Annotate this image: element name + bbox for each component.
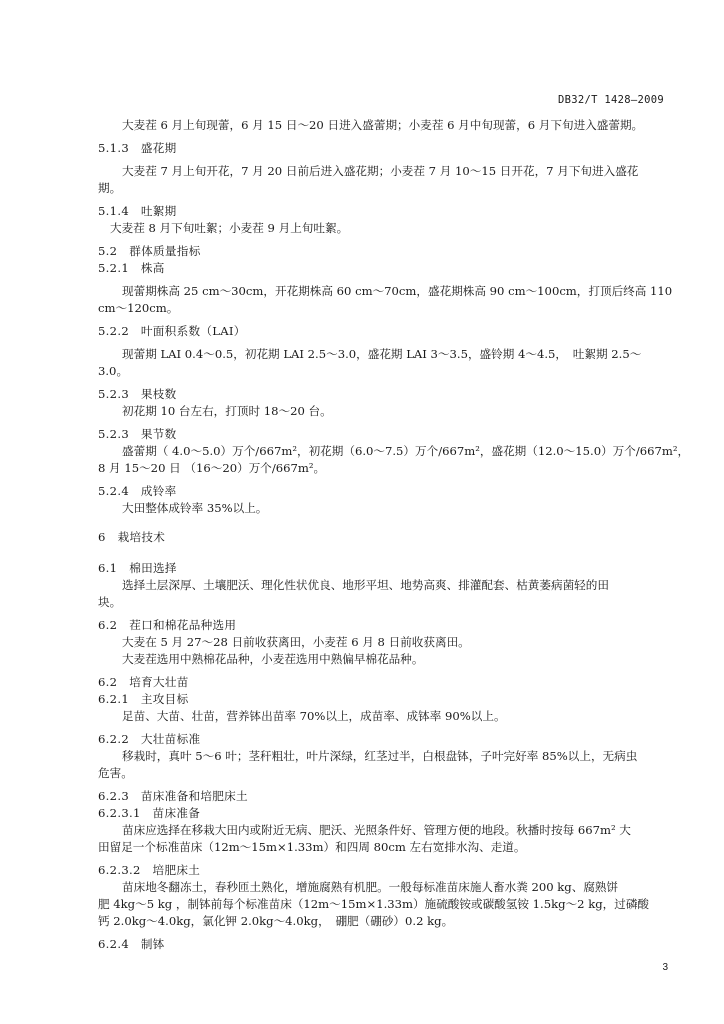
body-text-line: 选择土层深厚、土壤肥沃、理化性状优良、地形平坦、地势高爽、排灌配套、枯黄萎病菌轻的田 xyxy=(122,578,609,592)
body-text-line: 大田整体成铃率 35%以上。 xyxy=(122,501,268,515)
section-heading: 5.2.2 叶面积系数（LAI） xyxy=(98,324,246,338)
section-heading: 6.2.2 大壮苗标准 xyxy=(98,732,201,746)
body-text-line: 8 月 15～20 日 （16～20）万个/667m²。 xyxy=(98,461,326,475)
body-text-line: 肥 4kg～5 kg ，制钵前每个标准苗床（12m～15m×1.33m）施硫酸铵或碳酸氢铵 1.5kg～2 kg，过磷酸 xyxy=(98,897,650,911)
section-heading: 6.2.4 制钵 xyxy=(98,937,165,951)
section-heading: 6.2 茬口和棉花品种选用 xyxy=(98,618,237,632)
body-text-line: 足苗、大苗、壮苗，营养钵出苗率 70%以上，成苗率、成钵率 90%以上。 xyxy=(122,709,506,723)
section-heading: 5.2.1 株高 xyxy=(98,261,165,275)
section-heading: 6.2.3.1 苗床准备 xyxy=(98,806,201,820)
body-text-line: 3.0。 xyxy=(98,364,129,378)
body-text-line: 大麦茬 6 月上旬现蕾，6 月 15 日～20 日进入盛蕾期；小麦茬 6 月中旬现蕾，6 月下旬进入盛蕾期。 xyxy=(122,118,644,132)
document-code: DB32/T 1428—2009 xyxy=(558,94,664,106)
section-heading: 6.2 培育大壮苗 xyxy=(98,675,189,689)
section-heading: 5.2.3 果节数 xyxy=(98,427,177,441)
section-heading: 6.1 棉田选择 xyxy=(98,561,177,575)
body-text-line: 初花期 10 台左右，打顶时 18～20 台。 xyxy=(122,404,332,418)
body-text-line: 大麦在 5 月 27～28 日前收获离田，小麦茬 6 月 8 日前收获离田。 xyxy=(122,635,470,649)
body-text-line: 大麦茬选用中熟棉花品种，小麦茬选用中熟偏早棉花品种。 xyxy=(122,652,424,666)
document-body xyxy=(98,118,690,960)
body-text-line: cm～120cm。 xyxy=(98,301,179,315)
section-heading: 5.1.3 盛花期 xyxy=(98,141,177,155)
body-text-line: 苗床地冬翻冻土，春秒匝土熟化，增施腐熟有机肥。一般每标准苗床施人畜水粪 200 kg、腐熟饼 xyxy=(122,880,619,894)
section-heading: 5.2.4 成铃率 xyxy=(98,484,177,498)
section-heading: 6.2.1 主攻目标 xyxy=(98,692,189,706)
section-heading: 5.2.3 果枝数 xyxy=(98,387,177,401)
section-heading: 5.1.4 吐絮期 xyxy=(98,204,177,218)
body-text-line: 移栽时，真叶 5～6 叶；茎秆粗壮，叶片深绿，红茎过半，白根盘钵，子叶完好率 85%以上，无病虫 xyxy=(122,749,638,763)
page-number: 3 xyxy=(662,962,668,973)
body-text-line: 大麦茬 7 月上旬开花，7 月 20 日前后进入盛花期；小麦茬 7 月 10～15 日开花，7 月下旬进入盛花 xyxy=(122,164,639,178)
section-heading: 6.2.3.2 培肥床土 xyxy=(98,863,201,877)
body-text-line: 危害。 xyxy=(98,766,133,780)
section-heading: 5.2 群体质量指标 xyxy=(98,244,201,258)
section-heading: 6 栽培技术 xyxy=(98,530,166,544)
body-text-line: 田留足一个标准苗床（12m～15m×1.33m）和四周 80cm 左右宽排水沟、走道。 xyxy=(98,840,526,854)
body-text-line: 期。 xyxy=(98,181,122,195)
body-text-line: 盛蕾期（ 4.0～5.0）万个/667m²，初花期（6.0～7.5）万个/667m²，盛花期（12.0～15.0）万个/667m²， xyxy=(122,444,690,458)
section-heading: 6.2.3 苗床准备和培肥床土 xyxy=(98,789,248,803)
body-text-line: 钙 2.0kg～4.0kg，氯化钾 2.0kg～4.0kg， 硼肥（硼砂）0.2 kg。 xyxy=(98,914,454,928)
body-text-line: 苗床应选择在移栽大田内或附近无病、肥沃、光照条件好、管理方便的地段。秋播时按每 667m² 大 xyxy=(122,823,631,837)
body-text-line: 大麦茬 8 月下旬吐絮；小麦茬 9 月上旬吐絮。 xyxy=(110,221,349,235)
body-text-line: 现蕾期株高 25 cm～30cm，开花期株高 60 cm～70cm，盛花期株高 90 cm～100cm，打顶后终高 110 xyxy=(122,284,673,298)
body-text-line: 块。 xyxy=(98,595,122,609)
body-text-line: 现蕾期 LAI 0.4～0.5，初花期 LAI 2.5～3.0，盛花期 LAI 3～3.5，盛铃期 4～4.5， 吐絮期 2.5～ xyxy=(122,347,642,361)
